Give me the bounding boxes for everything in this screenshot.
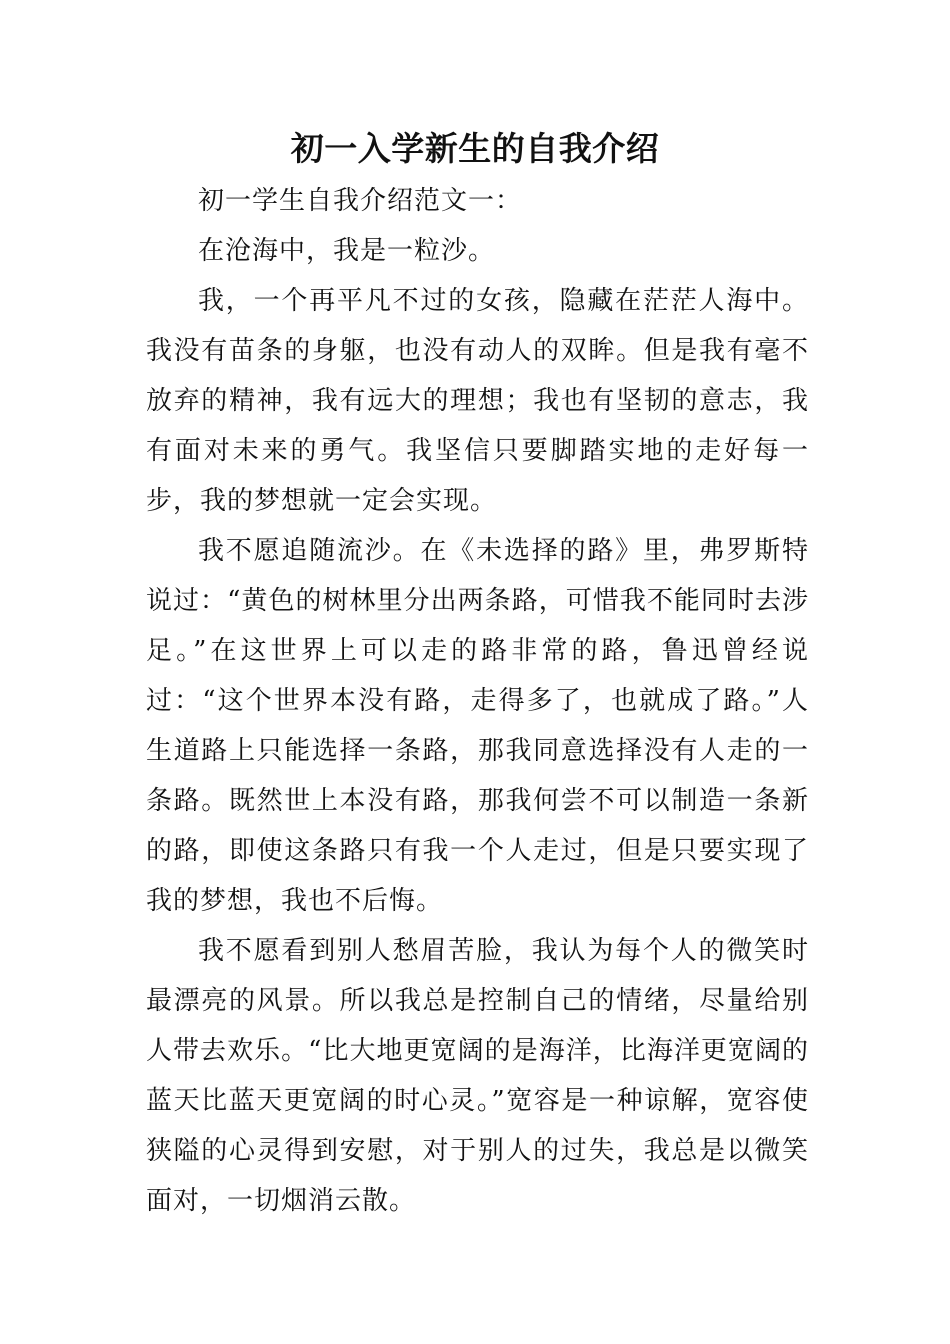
paragraph-body: 我不愿看到别人愁眉苦脸，我认为每个人的微笑时最漂亮的风景。所以我总是控制自己的情绪，尽量给别人带去欢乐。“比大地更宽阔的是海洋，比海洋更宽阔的蓝天比蓝天更宽阔的时心灵。”宽容是一种谅解，宽容使狭隘的心灵得到安慰，对于别人的过失，我总是以微笑面对，一切烟消云散。	[146, 936, 809, 1216]
paragraph-intro-label: 初一学生自我介绍范文一：	[198, 186, 523, 216]
document-body	[146, 176, 809, 1226]
page-title: 初一入学新生的自我介绍	[290, 129, 660, 168]
paragraph-opening-line: 在沧海中，我是一粒沙。	[198, 236, 496, 266]
paragraph-body: 我，一个再平凡不过的女孩，隐藏在茫茫人海中。我没有苗条的身躯，也没有动人的双眸。但是我有毫不放弃的精神，我有远大的理想；我也有坚韧的意志，我有面对未来的勇气。我坚信只要脚踏实地的走好每一步，我的梦想就一定会实现。	[146, 286, 809, 516]
paragraph-body: 我不愿追随流沙。在《未选择的路》里，弗罗斯特说过：“黄色的树林里分出两条路，可惜我不能同时去涉足。”在这世界上可以走的路非常的路，鲁迅曾经说过：“这个世界本没有路，走得多了，也就成了路。”人生道路上只能选择一条路，那我同意选择没有人走的一条路。既然世上本没有路，那我何尝不可以制造一条新的路，即使这条路只有我一个人走过，但是只要实现了我的梦想，我也不后悔。	[146, 536, 809, 916]
